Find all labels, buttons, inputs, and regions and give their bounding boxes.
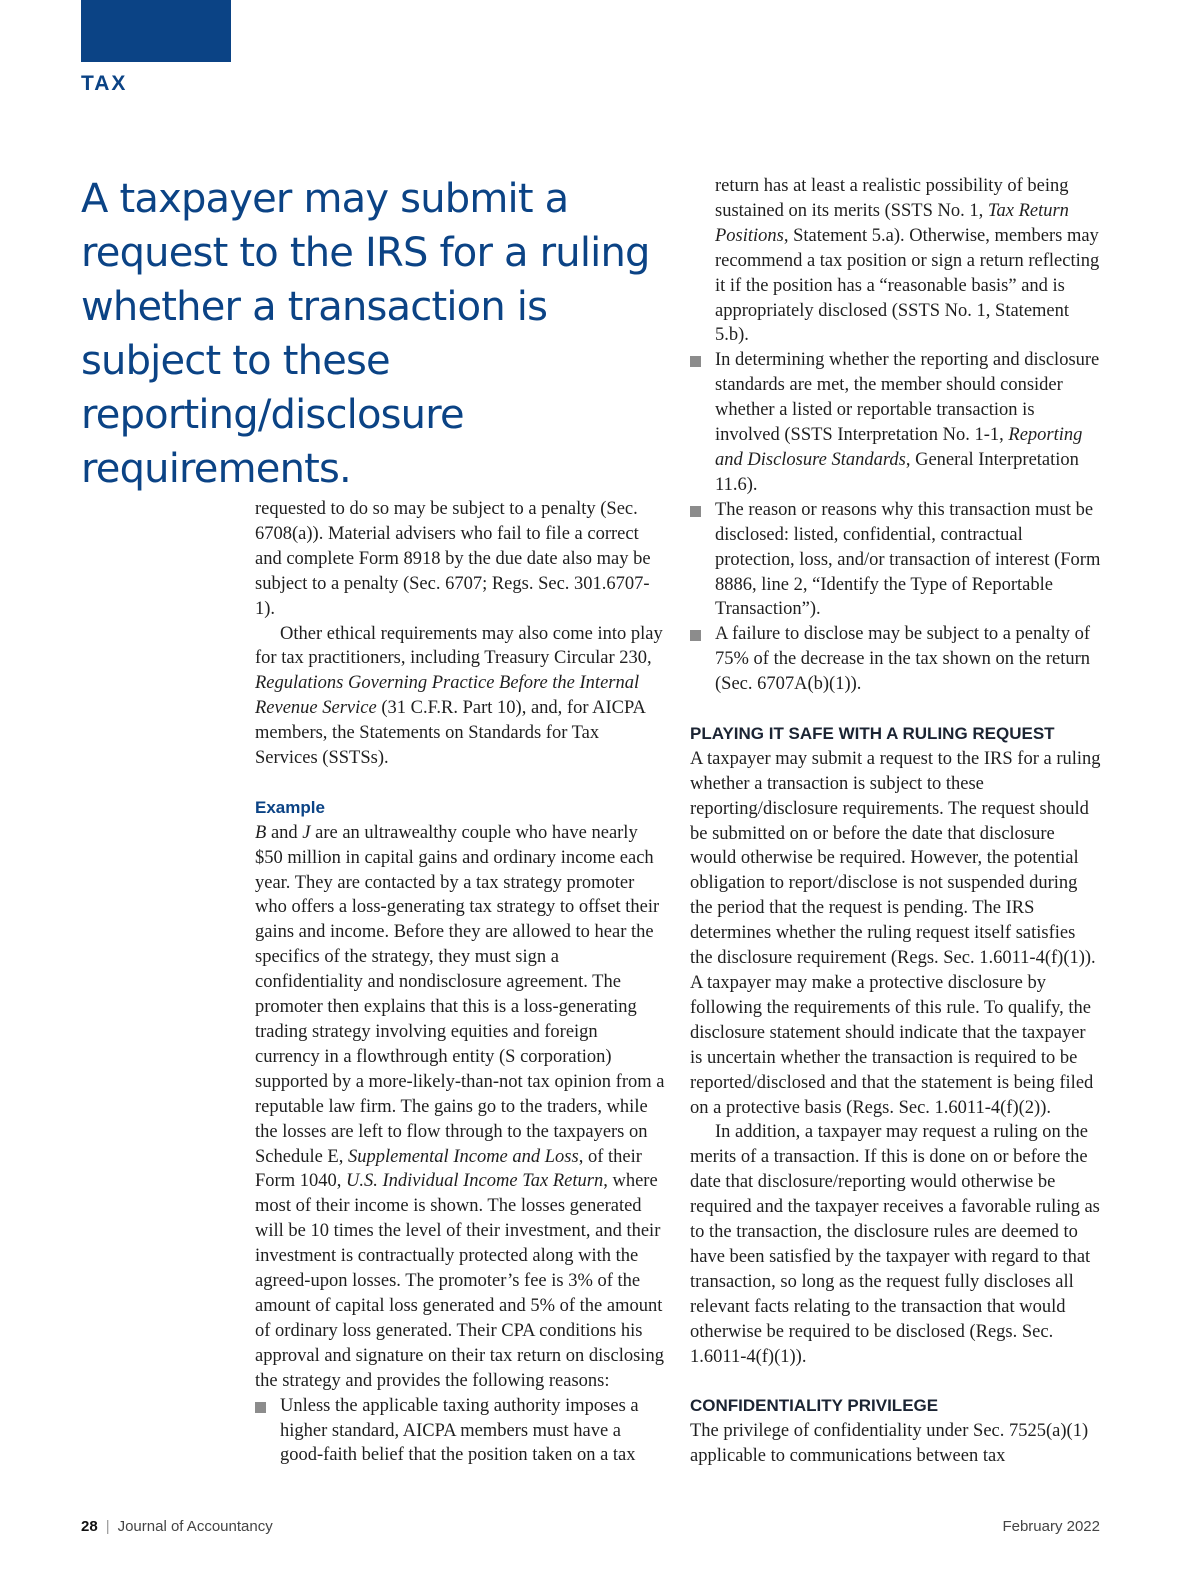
publication-name: Journal of Accountancy	[117, 1518, 273, 1535]
section-label: TAX	[81, 72, 128, 95]
paragraph: In addition, a taxpayer may request a ruling on the merits of a transaction. If this is done on or before the date that disclosure/reporting would otherwise be required and the taxpayer receives a favorable ruling as to the transaction, the disclosure rules are deemed to have been satisfied by the taxpayer with regard to that transaction, so long as the request fully discloses all relevant facts relating to the transaction that would otherwise be required to be disclosed (Regs. Sec. 1.6011-4(f)(1)).	[690, 1122, 1100, 1367]
section-heading-confidentiality: CONFIDENTIALITY PRIVILEGE	[690, 1396, 939, 1416]
pull-quote: A taxpayer may submit a request to the IRS for a ruling whether a transaction is subject to these reporting/disclosure requirements.	[81, 176, 650, 492]
footer-left	[81, 1518, 273, 1535]
square-bullet-icon	[255, 1402, 266, 1413]
example-paragraph: B and J are an ultrawealthy couple who have nearly $50 million in capital gains and ordinary income each year. They are contacted by a tax strategy promoter who offers a loss-generating tax strategy to offset their gains and income. Before they are allowed to hear the specifics of the strategy, they must sign a confidentiality and nondisclosure agreement. The promoter then explains that this is a loss-generating trading strategy involving equities and foreign currency in a flowthrough entity (S corporation) supported by a more-likely-than-not tax opinion from a reputable law firm. The gains go to the traders, while the losses are left to flow through to the taxpayers on Schedule E, Supplemental Income and Loss, of their Form 1040, U.S. Individual Income Tax Return, where most of their income is shown. The losses generated will be 10 times the level of their investment, and their investment is contractually protected along with the agreed-upon losses. The promoter’s fee is 3% of the amount of capital loss generated and 5% of the amount of ordinary loss generated. Their CPA conditions his approval and signature on their tax return on disclosing the strategy and provides the following reasons:	[255, 822, 665, 1391]
square-bullet-icon	[690, 356, 701, 367]
list-item-continuation: return has at least a realistic possibility of being sustained on its merits (SSTS No. 1, Tax Return Positions, Statement 5.a). Otherwise, members may recommend a tax position or sign a return reflecting it if the position has a “reasonable basis” and is appropriately disclosed (SSTS No. 1, Statement 5.b).	[715, 176, 1100, 346]
paragraph: A taxpayer may submit a request to the IRS for a ruling whether a transaction is subject to these reporting/disclosure requirements. The request should be submitted on or before the date that disclosure would otherwise be required. However, the potential obligation to report/disclose is not suspended during the period that the request is pending. The IRS determines whether the ruling request itself satisfies the disclosure requirement (Regs. Sec. 1.6011-4(f)(1)). A taxpayer may make a protective disclosure by following the requirements of this rule. To qualify, the disclosure statement should indicate that the taxpayer is uncertain whether the transaction is required to be reported/disclosed and that the statement is being filed on a protective basis (Regs. Sec. 1.6011-4(f)(2)).	[690, 748, 1101, 1118]
list-item: A failure to disclose may be subject to a penalty of 75% of the decrease in the tax shown on the return (Sec. 6707A(b)(1)).	[690, 622, 1102, 697]
paragraph: requested to do so may be subject to a penalty (Sec. 6708(a)). Material advisers who fail to file a correct and complete Form 8918 by the due date also may be subject to a penalty (Sec. 6707; Regs. Sec. 301.6707-1).	[255, 499, 651, 619]
paragraph: The privilege of confidentiality under Sec. 7525(a)(1) applicable to communications between tax	[690, 1421, 1089, 1467]
list-item: In determining whether the reporting and disclosure standards are met, the member should consider whether a listed or reportable transaction is involved (SSTS Interpretation No. 1-1, Reporting and Disclosure Standards, General Interpretation 11.6).	[690, 348, 1102, 497]
square-bullet-icon	[690, 506, 701, 517]
header-color-bar	[81, 0, 231, 62]
paragraph: Other ethical requirements may also come into play for tax practitioners, including Treasury Circular 230, Regulations Governing Practice Before the Internal Revenue Service (31 C.F.R. Part 10), and, for AICPA members, the Statements on Standards for Tax Services (SSTSs).	[255, 623, 663, 769]
example-heading: Example	[255, 797, 325, 817]
list-item: The reason or reasons why this transaction must be disclosed: listed, confidential, contractual protection, loss, and/or transaction of interest (Form 8886, line 2, “Identify the Type of Reportable Transaction”).	[690, 498, 1102, 623]
page-number: 28	[81, 1518, 98, 1535]
square-bullet-icon	[690, 630, 701, 641]
reasons-list	[690, 348, 1102, 697]
column-right	[690, 174, 1102, 1469]
column-left	[255, 497, 665, 1468]
section-heading-ruling-request: PLAYING IT SAFE WITH A RULING REQUEST	[690, 723, 1055, 743]
list-item: Unless the applicable taxing authority imposes a higher standard, AICPA members must have a good-faith belief that the position taken on a tax	[255, 1394, 665, 1469]
issue-date: February 2022	[1002, 1518, 1100, 1535]
footer-separator: |	[105, 1518, 110, 1535]
reasons-list	[255, 1394, 665, 1469]
